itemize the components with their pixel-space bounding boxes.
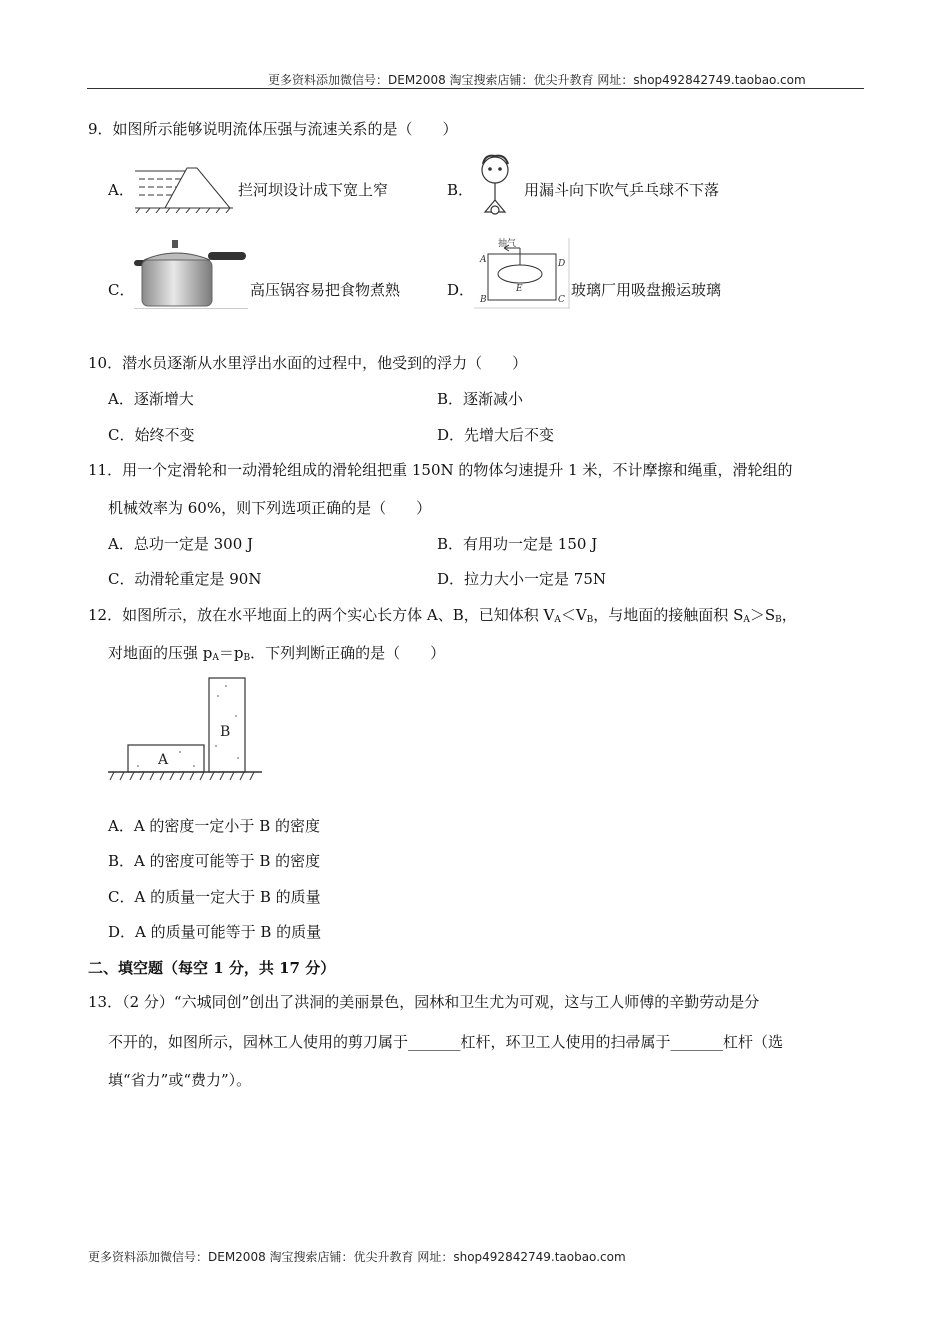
- q9-option-a-text: 拦河坝设计成下宽上窄: [238, 181, 389, 199]
- section-title: 二、填空题（每空 1 分，共 17 分）: [88, 959, 336, 977]
- q12-option-b: B．A 的密度可能等于 B 的密度: [108, 852, 321, 870]
- q10-option-b: B．逐渐减小: [437, 390, 524, 408]
- blocks-figure: [108, 676, 264, 784]
- block-b-label: B: [220, 724, 231, 740]
- dam-figure: [135, 163, 235, 213]
- q11-option-b: B．有用功一定是 150 J: [437, 535, 598, 553]
- q11-option-a: A．总功一定是 300 J: [108, 535, 254, 553]
- q11-stem-line1: 11．用一个定滑轮和一动滑轮组成的滑轮组把重 150N 的物体匀速提升 1 米，不计摩擦和绳重，滑轮组的: [88, 461, 793, 479]
- q9-option-c-text: 高压锅容易把食物煮熟: [250, 281, 401, 299]
- q12-stem-line2: 对地面的压强 $p_A=p_B$．下列判断正确的是（ ）: [108, 644, 446, 663]
- suction-cup-figure: [474, 238, 570, 310]
- pump-label: 抽气: [498, 239, 517, 249]
- q9-option-c-label: C．: [108, 281, 135, 299]
- label-d: D: [558, 259, 566, 269]
- q10-option-a: A．逐渐增大: [108, 390, 194, 408]
- q9-option-b-label: B．: [447, 181, 474, 199]
- q12-option-d: D．A 的质量可能等于 B 的质量: [108, 923, 322, 941]
- q12-option-a: A．A 的密度一定小于 B 的密度: [108, 817, 320, 835]
- q9-option-d-text: 玻璃厂用吸盘搬运玻璃: [571, 281, 722, 299]
- pressure-cooker-figure: [134, 238, 248, 310]
- q11-option-c: C．动滑轮重定是 90N: [108, 570, 262, 588]
- label-c: C: [558, 295, 565, 305]
- q10-stem: 10．潜水员逐渐从水里浮出水面的过程中，他受到的浮力（ ）: [88, 354, 528, 372]
- q13-line2: 不开的，如图所示，园林工人使用的剪刀属于_______杠杆，环卫工人使用的扫帚属于_______杠杆（选: [108, 1033, 784, 1051]
- q12-stem-line1: 12．如图所示，放在水平地面上的两个实心长方体 A、B，已知体积 $V_A<V_B$，与地面的接触面积 $S_A>S_B$，: [88, 606, 797, 625]
- q11-stem-line2: 机械效率为 60%，则下列选项正确的是（ ）: [108, 499, 432, 517]
- q13-line1: 13．（2 分）“六城同创”创出了洪洞的美丽景色，园林和卫生尤为可观，这与工人师傅的辛勤劳动是分: [88, 993, 760, 1011]
- q12-option-c: C．A 的质量一定大于 B 的质量: [108, 888, 321, 906]
- q13-line3: 填“省力”或“费力”）。: [108, 1071, 252, 1089]
- page-footer: 更多资料添加微信号：DEM2008 淘宝搜索店铺：优尖升教育 网址：shop492842749.taobao.com: [88, 1250, 626, 1264]
- q9-option-d-label: D．: [447, 281, 475, 299]
- q10-option-d: D．先增大后不变: [437, 426, 555, 444]
- label-b: B: [480, 295, 487, 305]
- q10-option-c: C．始终不变: [108, 426, 195, 444]
- block-a-label: A: [158, 752, 169, 768]
- label-a: A: [480, 255, 487, 265]
- q9-stem: 9．如图所示能够说明流体压强与流速关系的是（ ）: [88, 120, 458, 138]
- page-header: 更多资料添加微信号：DEM2008 淘宝搜索店铺：优尖升教育 网址：shop492842749.taobao.com: [268, 73, 806, 87]
- q11-option-d: D．拉力大小一定是 75N: [437, 570, 607, 588]
- funnel-figure: [471, 150, 523, 222]
- header-rule: [87, 88, 864, 89]
- q9-option-b-text: 用漏斗向下吹气乒乓球不下落: [524, 181, 720, 199]
- q9-option-a-label: A．: [108, 181, 134, 199]
- label-e: E: [516, 284, 523, 294]
